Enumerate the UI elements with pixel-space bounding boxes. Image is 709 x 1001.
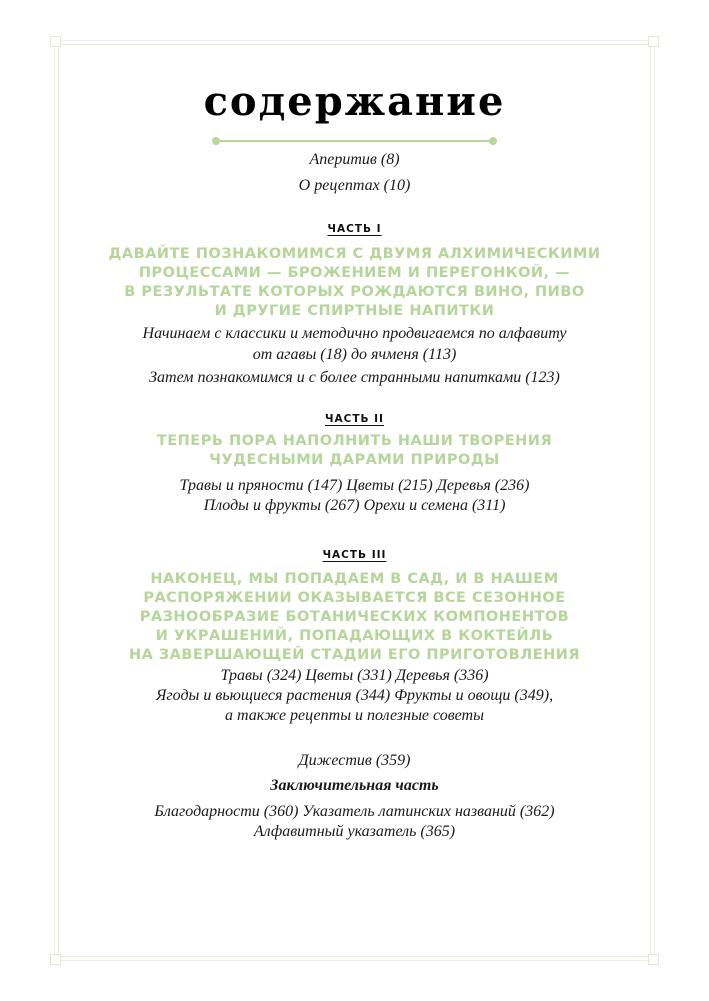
divider-dot-right <box>489 137 497 145</box>
toc-entry-digestif: Дижестив (359) <box>298 752 411 769</box>
part-1-heading-line: В РЕЗУЛЬТАТЕ КОТОРЫХ РОЖДАЮТСЯ ВИНО, ПИВО <box>124 284 585 300</box>
part-1-heading-line: ПРОЦЕССАМИ — БРОЖЕНИЕМ И ПЕРЕГОНКОЙ, — <box>138 265 571 281</box>
part-3-entry: а также рецепты и полезные советы <box>225 707 484 724</box>
part-3-heading-line: РАЗНООБРАЗИЕ БОТАНИЧЕСКИХ КОМПОНЕНТОВ <box>139 609 570 625</box>
title-divider <box>220 140 489 142</box>
part-3-heading-line: НА ЗАВЕРШАЮЩЕЙ СТАДИИ ЕГО ПРИГОТОВЛЕНИЯ <box>128 647 581 663</box>
part-1-entry: Начинаем с классики и методично продвигаемся по алфавиту <box>142 325 567 342</box>
part-1-label: ЧАСТЬ I <box>327 223 382 235</box>
part-3-entry: Травы (324) Цветы (331) Деревья (336) <box>220 667 489 684</box>
toc-entry-about-recipes: О рецептах (10) <box>298 177 411 194</box>
part-1-entry: Затем познакомимся и с более странными напитками (123) <box>149 369 560 386</box>
part-1-entry: от агавы (18) до ячменя (113) <box>252 346 457 363</box>
part-1-heading-line: И ДРУГИЕ СПИРТНЫЕ НАПИТКИ <box>214 303 495 319</box>
divider-dot-left <box>212 137 220 145</box>
frame-corner-ornament <box>648 36 659 47</box>
part-3-heading-line: И УКРАШЕНИЙ, ПОПАДАЮЩИХ В КОКТЕЙЛЬ <box>155 628 554 644</box>
frame-corner-ornament <box>648 954 659 965</box>
part-3-label: ЧАСТЬ III <box>322 549 387 561</box>
frame-corner-ornament <box>50 36 61 47</box>
part-3-heading-line: РАСПОРЯЖЕНИИ ОКАЗЫВАЕТСЯ ВСЕ СЕЗОННОЕ <box>143 590 566 606</box>
page-title: содержание <box>203 78 506 125</box>
final-part-entry: Благодарности (360) Указатель латинских названий (362) <box>154 803 555 820</box>
part-2-heading-line: ТЕПЕРЬ ПОРА НАПОЛНИТЬ НАШИ ТВОРЕНИЯ <box>156 433 553 449</box>
final-part-entry: Алфавитный указатель (365) <box>253 823 456 840</box>
toc-entry-aperitif: Аперитив (8) <box>309 151 400 168</box>
part-2-entry: Плоды и фрукты (267) Орехи и семена (311) <box>203 497 506 514</box>
part-1-heading-line: ДАВАЙТЕ ПОЗНАКОМИМСЯ С ДВУМЯ АЛХИМИЧЕСКИМИ <box>108 246 601 262</box>
frame-corner-ornament <box>50 954 61 965</box>
part-3-heading-line: НАКОНЕЦ, МЫ ПОПАДАЕМ В САД, И В НАШЕМ <box>150 571 559 587</box>
part-2-heading-line: ЧУДЕСНЫМИ ДАРАМИ ПРИРОДЫ <box>209 452 500 468</box>
part-2-label: ЧАСТЬ II <box>325 413 384 425</box>
part-2-entry: Травы и пряности (147) Цветы (215) Деревья (236) <box>179 477 530 494</box>
final-part-heading: Заключительная часть <box>270 777 439 794</box>
part-3-entry: Ягоды и вьющиеся растения (344) Фрукты и овощи (349), <box>155 687 554 704</box>
